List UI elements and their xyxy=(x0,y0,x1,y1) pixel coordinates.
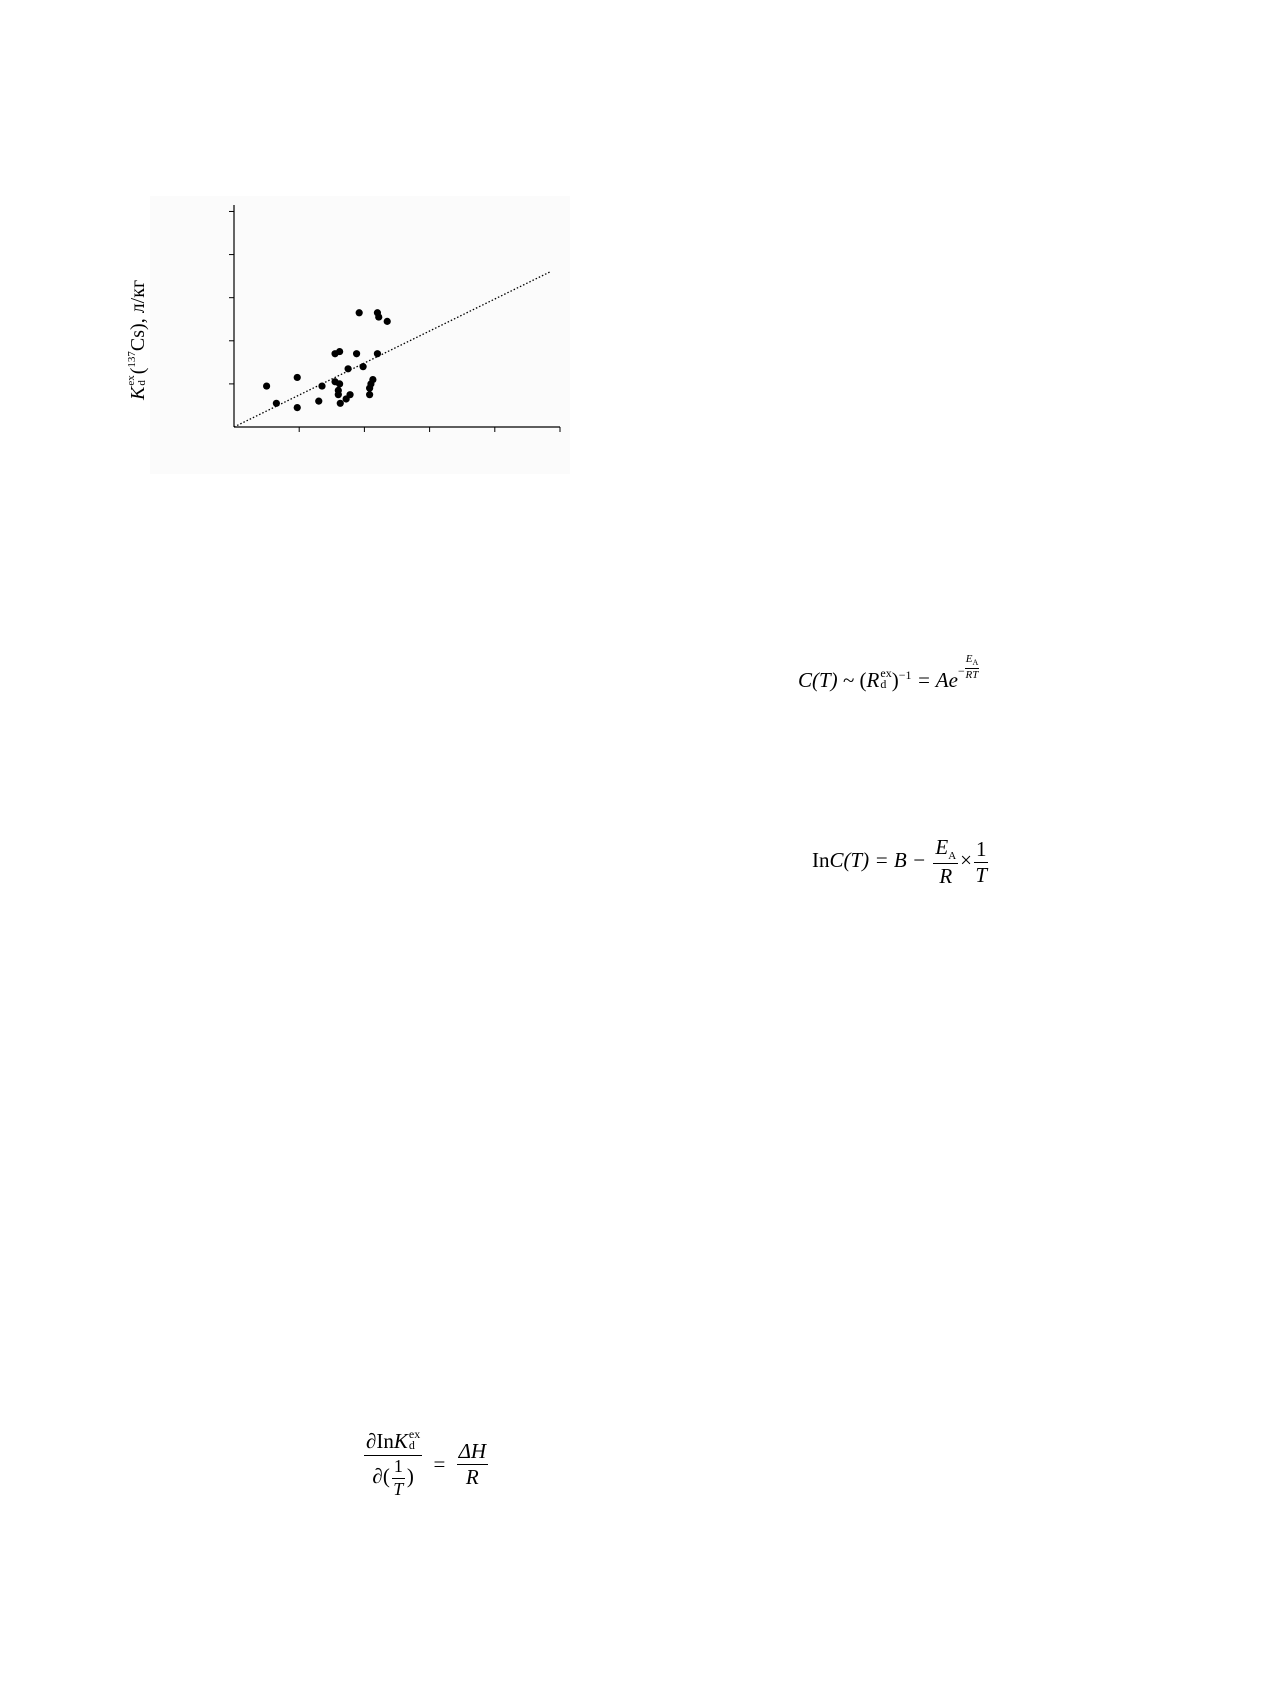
y-axis-label: Kex d($^{137}$Cs), л/кг xyxy=(125,279,149,400)
data-point xyxy=(294,374,301,381)
data-point xyxy=(294,404,301,411)
data-point xyxy=(315,398,322,405)
data-point xyxy=(374,350,381,357)
data-point xyxy=(375,313,382,320)
data-point xyxy=(336,380,343,387)
data-point xyxy=(356,309,363,316)
data-point xyxy=(384,318,391,325)
data-point xyxy=(353,350,360,357)
trendline-group xyxy=(234,272,550,427)
chart-axes xyxy=(229,205,560,432)
equation-arrhenius: C(T) ~ (R ex d )$^{-1}$ = Ae− $\frac{E_A}{RT}$ xyxy=(798,653,979,692)
equation-vant-hoff: ∂InK ex d ∂( $\frac{1}{T}$ ) = $\frac{\Delta H}{R}$ xyxy=(366,1427,487,1499)
data-point xyxy=(318,382,325,389)
points-group xyxy=(263,309,391,411)
equation-log-form: InC(T) = B − $\frac{E_A}{R}$ × $\frac{1}{T}$ xyxy=(812,835,988,889)
scatter-chart xyxy=(0,0,1270,520)
data-point xyxy=(335,391,342,398)
trendline xyxy=(234,272,550,427)
data-point xyxy=(336,348,343,355)
data-point xyxy=(359,363,366,370)
data-point xyxy=(263,382,270,389)
data-point xyxy=(337,400,344,407)
data-point xyxy=(366,391,373,398)
data-point xyxy=(345,365,352,372)
data-point xyxy=(273,400,280,407)
data-point xyxy=(369,376,376,383)
data-point xyxy=(346,391,353,398)
